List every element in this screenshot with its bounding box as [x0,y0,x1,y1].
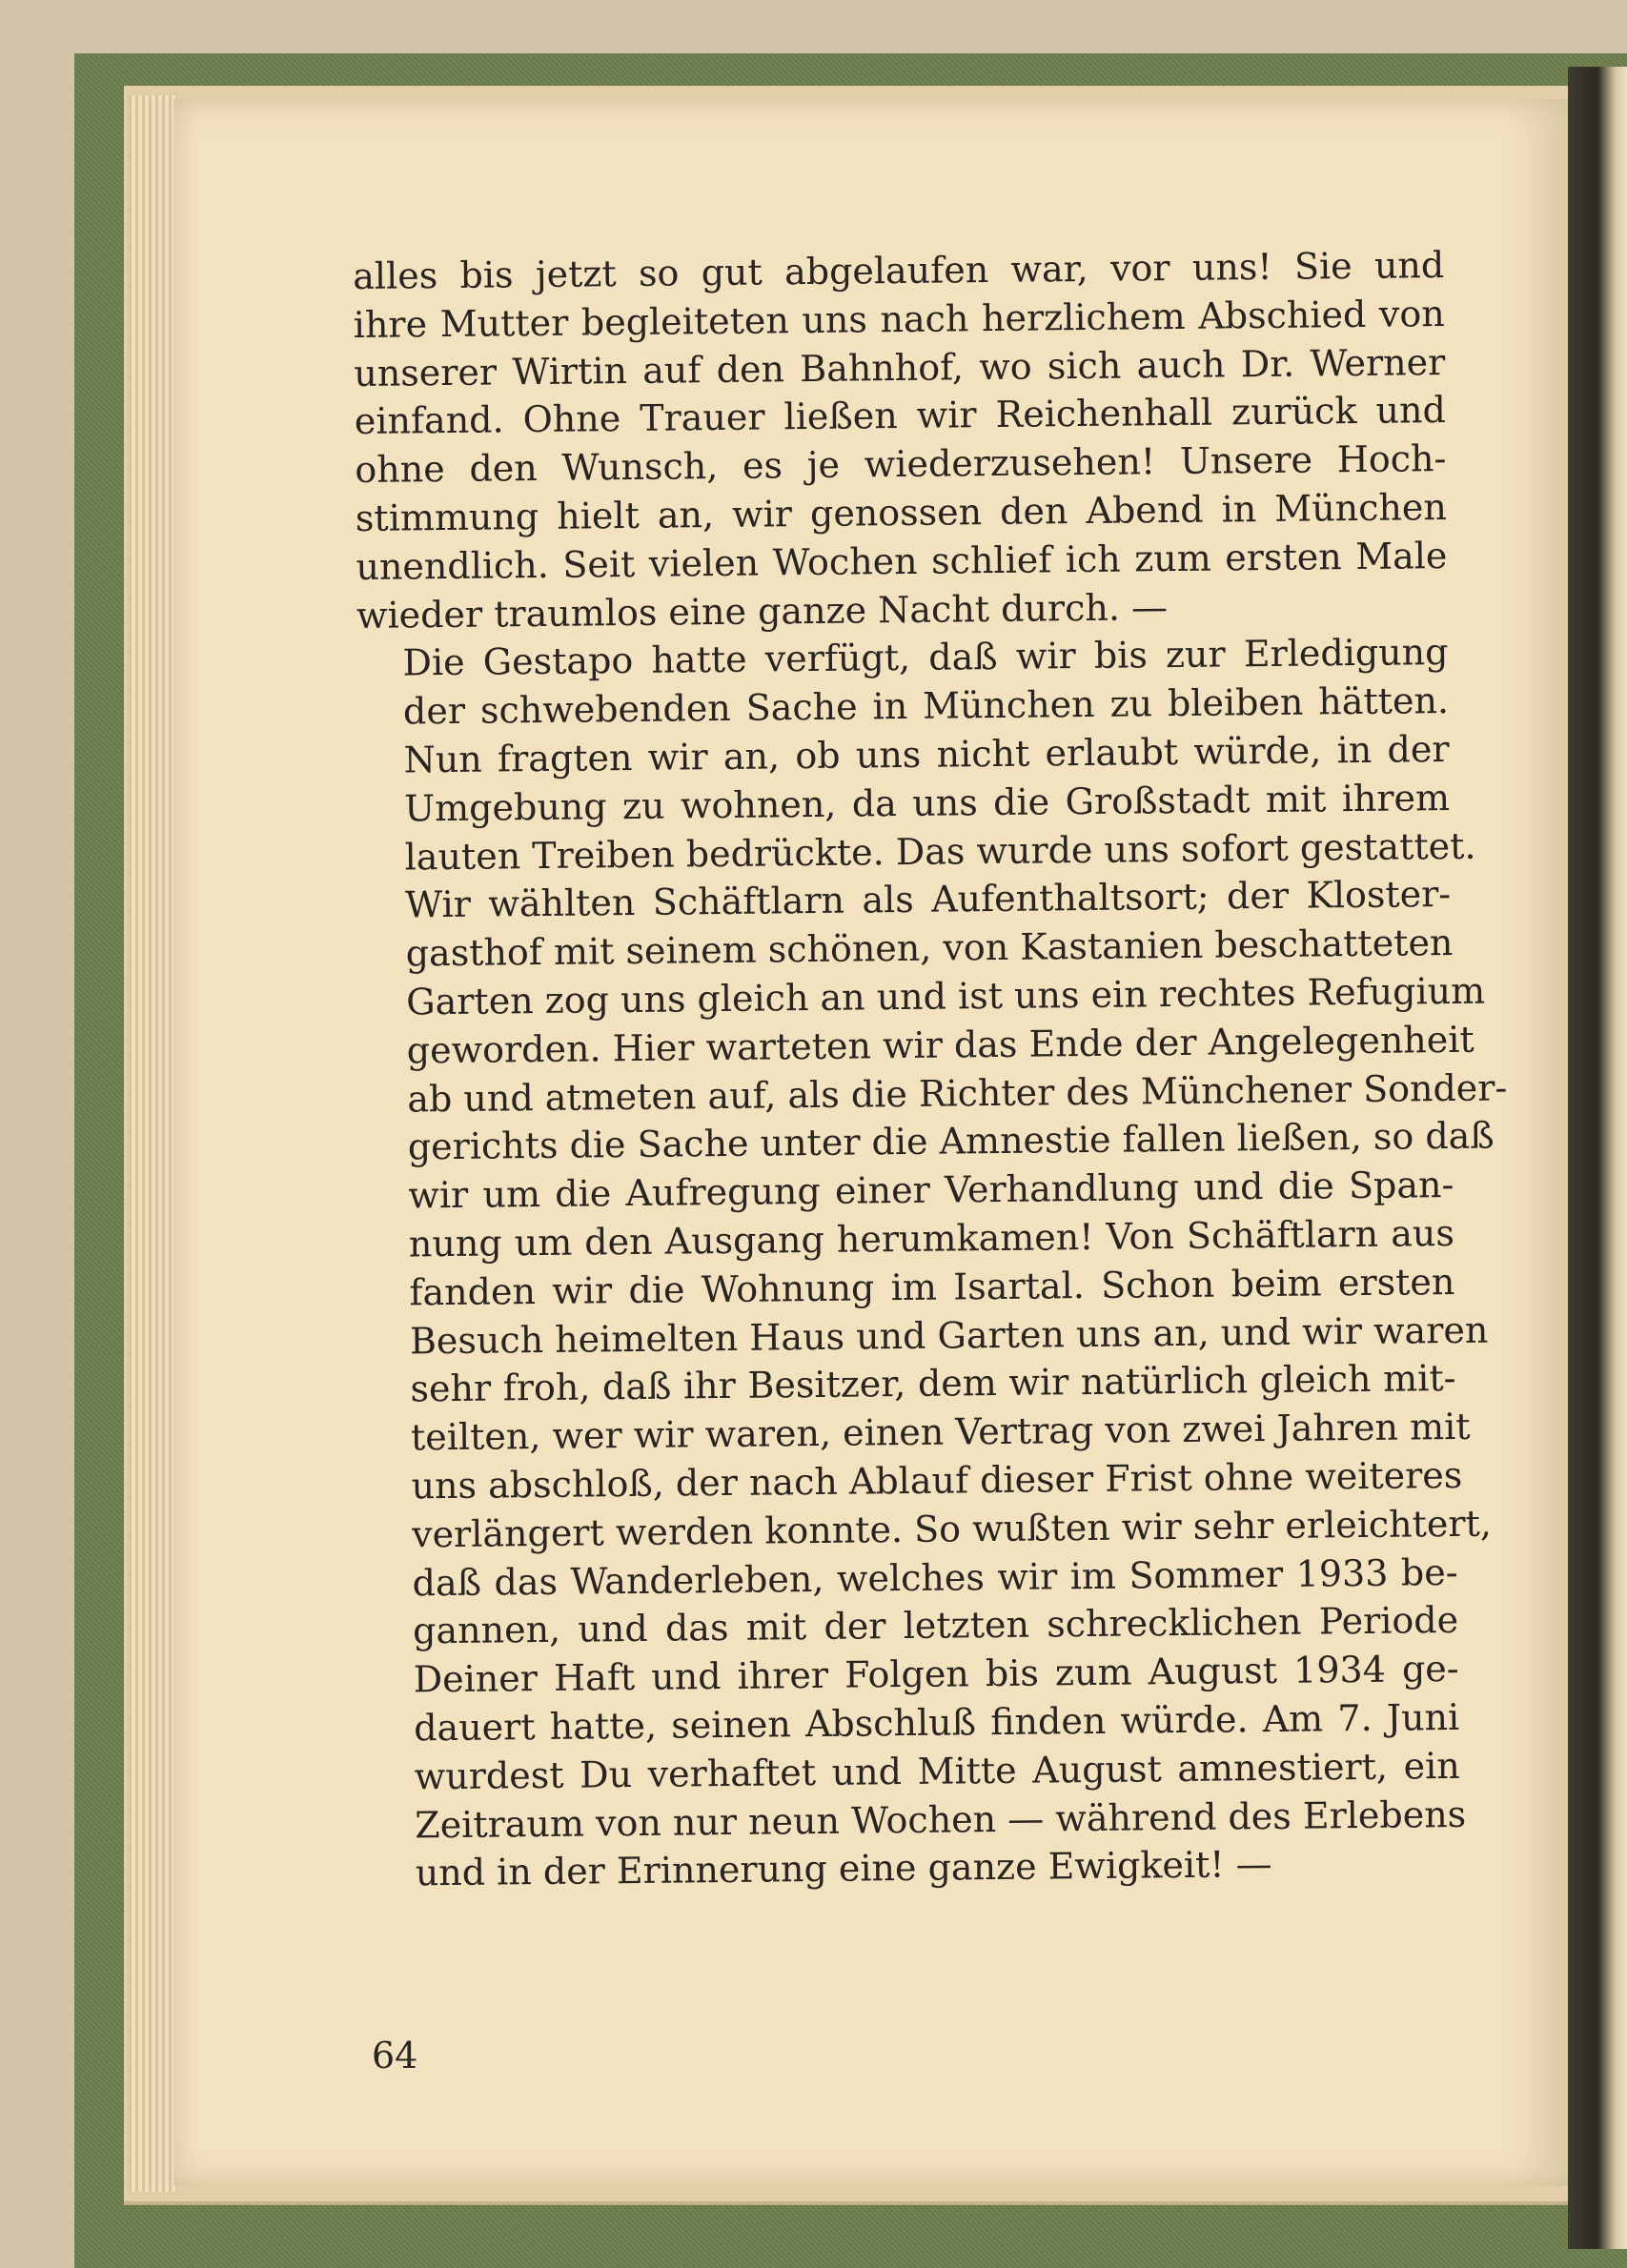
text-line: uns abschloß, der nach Ablauf dieser Frist ohne weiteres [411,1453,1463,1508]
text-line: ihre Mutter begleiteten uns nach herzlichem Abschied von [353,292,1445,346]
text-line: gerichts die Sache unter die Amnestie fallen ließen, so daß [407,1114,1495,1168]
text-line: Besuch heimelten Haus und Garten uns an, und wir waren [409,1308,1489,1362]
text-line: ab und atmeten auf, als die Richter des Münchener Sonder- [407,1065,1508,1120]
text-line: geworden. Hier warteten wir das Ende der Angelegenheit [406,1018,1474,1072]
text-line: verlängert werden konnte. So wußten wir sehr erleichtert, [411,1502,1493,1556]
text-line: Zeitraum von nur neun Wochen — während des Erlebens [415,1792,1467,1846]
text-line: lauten Treiben bedrückte. Das wurde uns sofort gestattet. [404,824,1476,879]
text-line: wieder traumlos eine ganze Nacht durch. — [356,585,1169,637]
page-number: 64 [372,2035,418,2076]
page-edges [129,95,176,2192]
text-line: und in der Erinnerung eine ganze Ewigkeit! — [415,1843,1272,1894]
paragraph-1 [353,241,1448,639]
text-line: teilten, wer wir waren, einen Vertrag von zwei Jahren mit [410,1405,1471,1459]
text-line: unendlich. Seit vielen Wochen schlief ich zum ersten Male [356,534,1448,588]
text-line: Wir wählten Schäftlarn als Aufenthaltsort; der Kloster- [404,873,1452,926]
text-line: gasthof mit seinem schönen, von Kastanien beschatteten [405,921,1454,975]
text-line: Die Gestapo hatte verfügt, daß wir bis zur Erledigung [402,631,1449,684]
text-line: nung um den Ausgang herumkamen! Von Schäftlarn aus [408,1211,1455,1266]
text-line: Deiner Haft und ihrer Folgen bis zum August 1934 ge- [413,1648,1459,1701]
text-line: einfand. Ohne Trauer ließen wir Reichenhall zurück und [354,389,1447,443]
text-line: wir um die Aufregung einer Verhandlung und die Span- [408,1164,1454,1217]
text-line: Umgebung zu wohnen, da uns die Großstadt mit ihrem [403,776,1451,830]
text-line: stimmung hielt an, wir genossen den Abend in München [355,485,1448,539]
text-line: Nun fragten wir an, ob uns nicht erlaubt würde, in der [403,727,1450,781]
text-line: gannen, und das mit der letzten schrecklichen Periode [412,1599,1459,1652]
book-gutter [1568,67,1627,2249]
text-line: wurdest Du verhaftet und Mitte August amnestiert, ein [414,1744,1460,1798]
text-line: alles bis jetzt so gut abgelaufen war, vor uns! Sie und [353,244,1445,297]
text-line: fanden wir die Wohnung im Isartal. Schon beim ersten [409,1260,1455,1314]
body-text [353,241,1508,1898]
text-line: sehr froh, daß ihr Besitzer, dem wir natürlich gleich mit- [410,1357,1456,1410]
text-line: unserer Wirtin auf den Bahnhof, wo sich auch Dr. Werner [354,340,1446,395]
text-line: daß das Wanderleben, welches wir im Sommer 1933 be- [412,1550,1458,1604]
text-line: ohne den Wunsch, es je wiederzusehen! Unsere Hoch- [355,437,1447,492]
text-line: der schwebenden Sache in München zu bleiben hätten. [402,679,1450,733]
paragraph-2 [356,628,1508,1898]
text-line: dauert hatte, seinen Abschluß finden würde. Am 7. Juni [413,1695,1460,1750]
text-line: Garten zog uns gleich an und ist uns ein rechtes Refugium [406,969,1486,1023]
